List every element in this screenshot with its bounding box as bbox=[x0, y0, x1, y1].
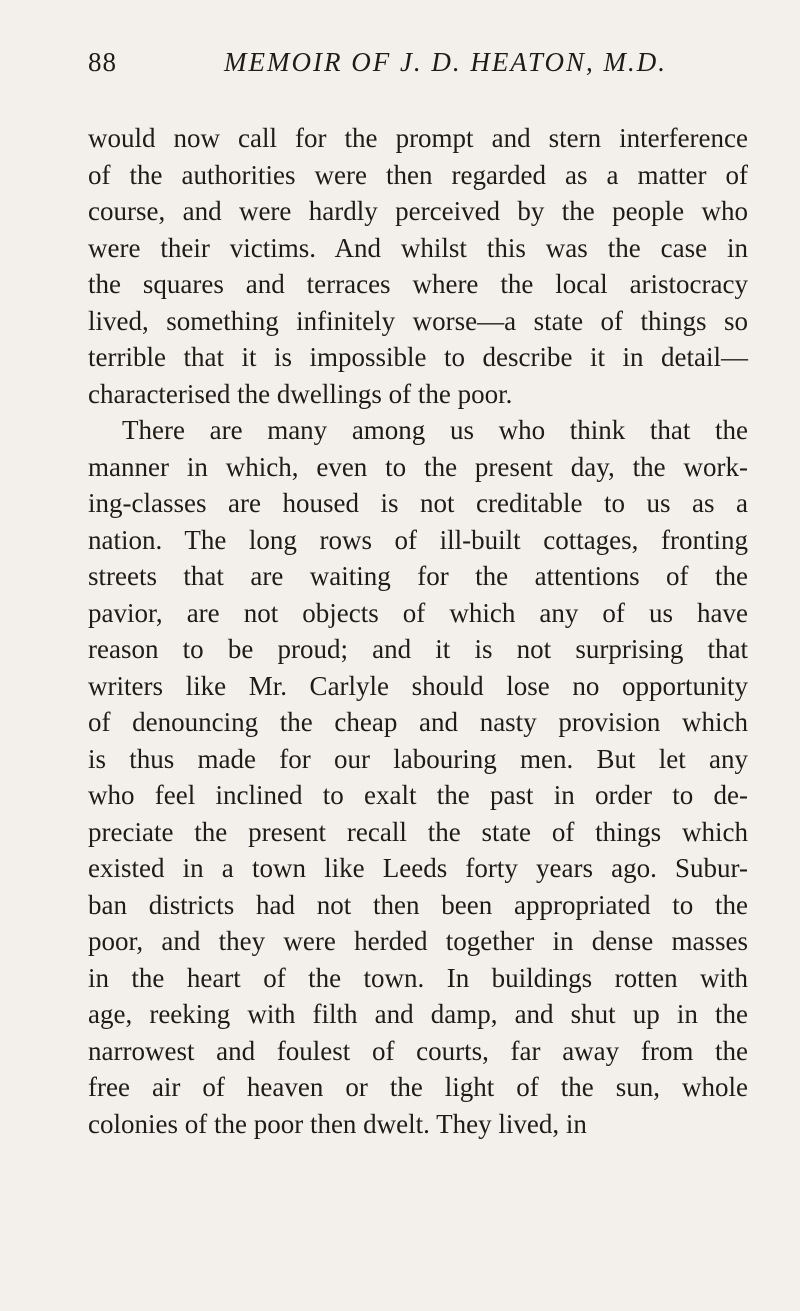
running-title: MEMOIR OF J. D. HEATON, M.D. bbox=[224, 47, 667, 77]
text-line: lived, something infinitely worse—a state of things so bbox=[88, 305, 748, 336]
body-text bbox=[88, 120, 748, 1142]
text-line: ban districts had not then been appropriated to the bbox=[88, 889, 748, 920]
text-line: in the heart of the town. In buildings rotten with bbox=[88, 962, 748, 993]
text-line: There are many among us who think that the bbox=[122, 415, 748, 445]
text-line: poor, and they were herded together in dense masses bbox=[88, 926, 748, 956]
text-line: of the authorities were then regarded as a matter of bbox=[88, 159, 748, 190]
text-line: were their victims. And whilst this was the case in bbox=[88, 232, 748, 263]
text-line: manner in which, even to the present day, the work- bbox=[88, 451, 748, 482]
text-line: preciate the present recall the state of things which bbox=[88, 816, 748, 847]
text-line: the squares and terraces where the local aristocracy bbox=[88, 269, 748, 299]
text-line: ing-classes are housed is not creditable to us as a bbox=[88, 488, 748, 518]
text-line: of denouncing the cheap and nasty provision which bbox=[88, 707, 748, 737]
text-line: writers like Mr. Carlyle should lose no opportunity bbox=[88, 670, 748, 701]
text-line: who feel inclined to exalt the past in order to de- bbox=[88, 780, 748, 810]
text-line: reason to be proud; and it is not surprising that bbox=[88, 634, 748, 664]
running-head bbox=[88, 44, 748, 80]
text-line: narrowest and foulest of courts, far away from the bbox=[88, 1035, 748, 1066]
text-line: would now call for the prompt and stern interference bbox=[88, 123, 748, 153]
text-line: streets that are waiting for the attentions of the bbox=[88, 561, 748, 591]
page-number: 88 bbox=[88, 47, 117, 77]
text-line: colonies of the poor then dwelt. They lived, in bbox=[88, 1108, 587, 1139]
text-line: free air of heaven or the light of the sun, whole bbox=[88, 1072, 748, 1102]
text-line: pavior, are not objects of which any of us have bbox=[88, 597, 748, 628]
text-line: nation. The long rows of ill-built cottages, fronting bbox=[88, 524, 748, 555]
text-line: age, reeking with filth and damp, and shut up in the bbox=[88, 999, 748, 1029]
text-line: course, and were hardly perceived by the people who bbox=[88, 196, 748, 226]
text-line: characterised the dwellings of the poor. bbox=[88, 378, 513, 409]
text-line: is thus made for our labouring men. But let any bbox=[88, 743, 748, 774]
text-line: terrible that it is impossible to describe it in detail— bbox=[88, 342, 748, 372]
text-line: existed in a town like Leeds forty years ago. Subur- bbox=[88, 853, 748, 883]
